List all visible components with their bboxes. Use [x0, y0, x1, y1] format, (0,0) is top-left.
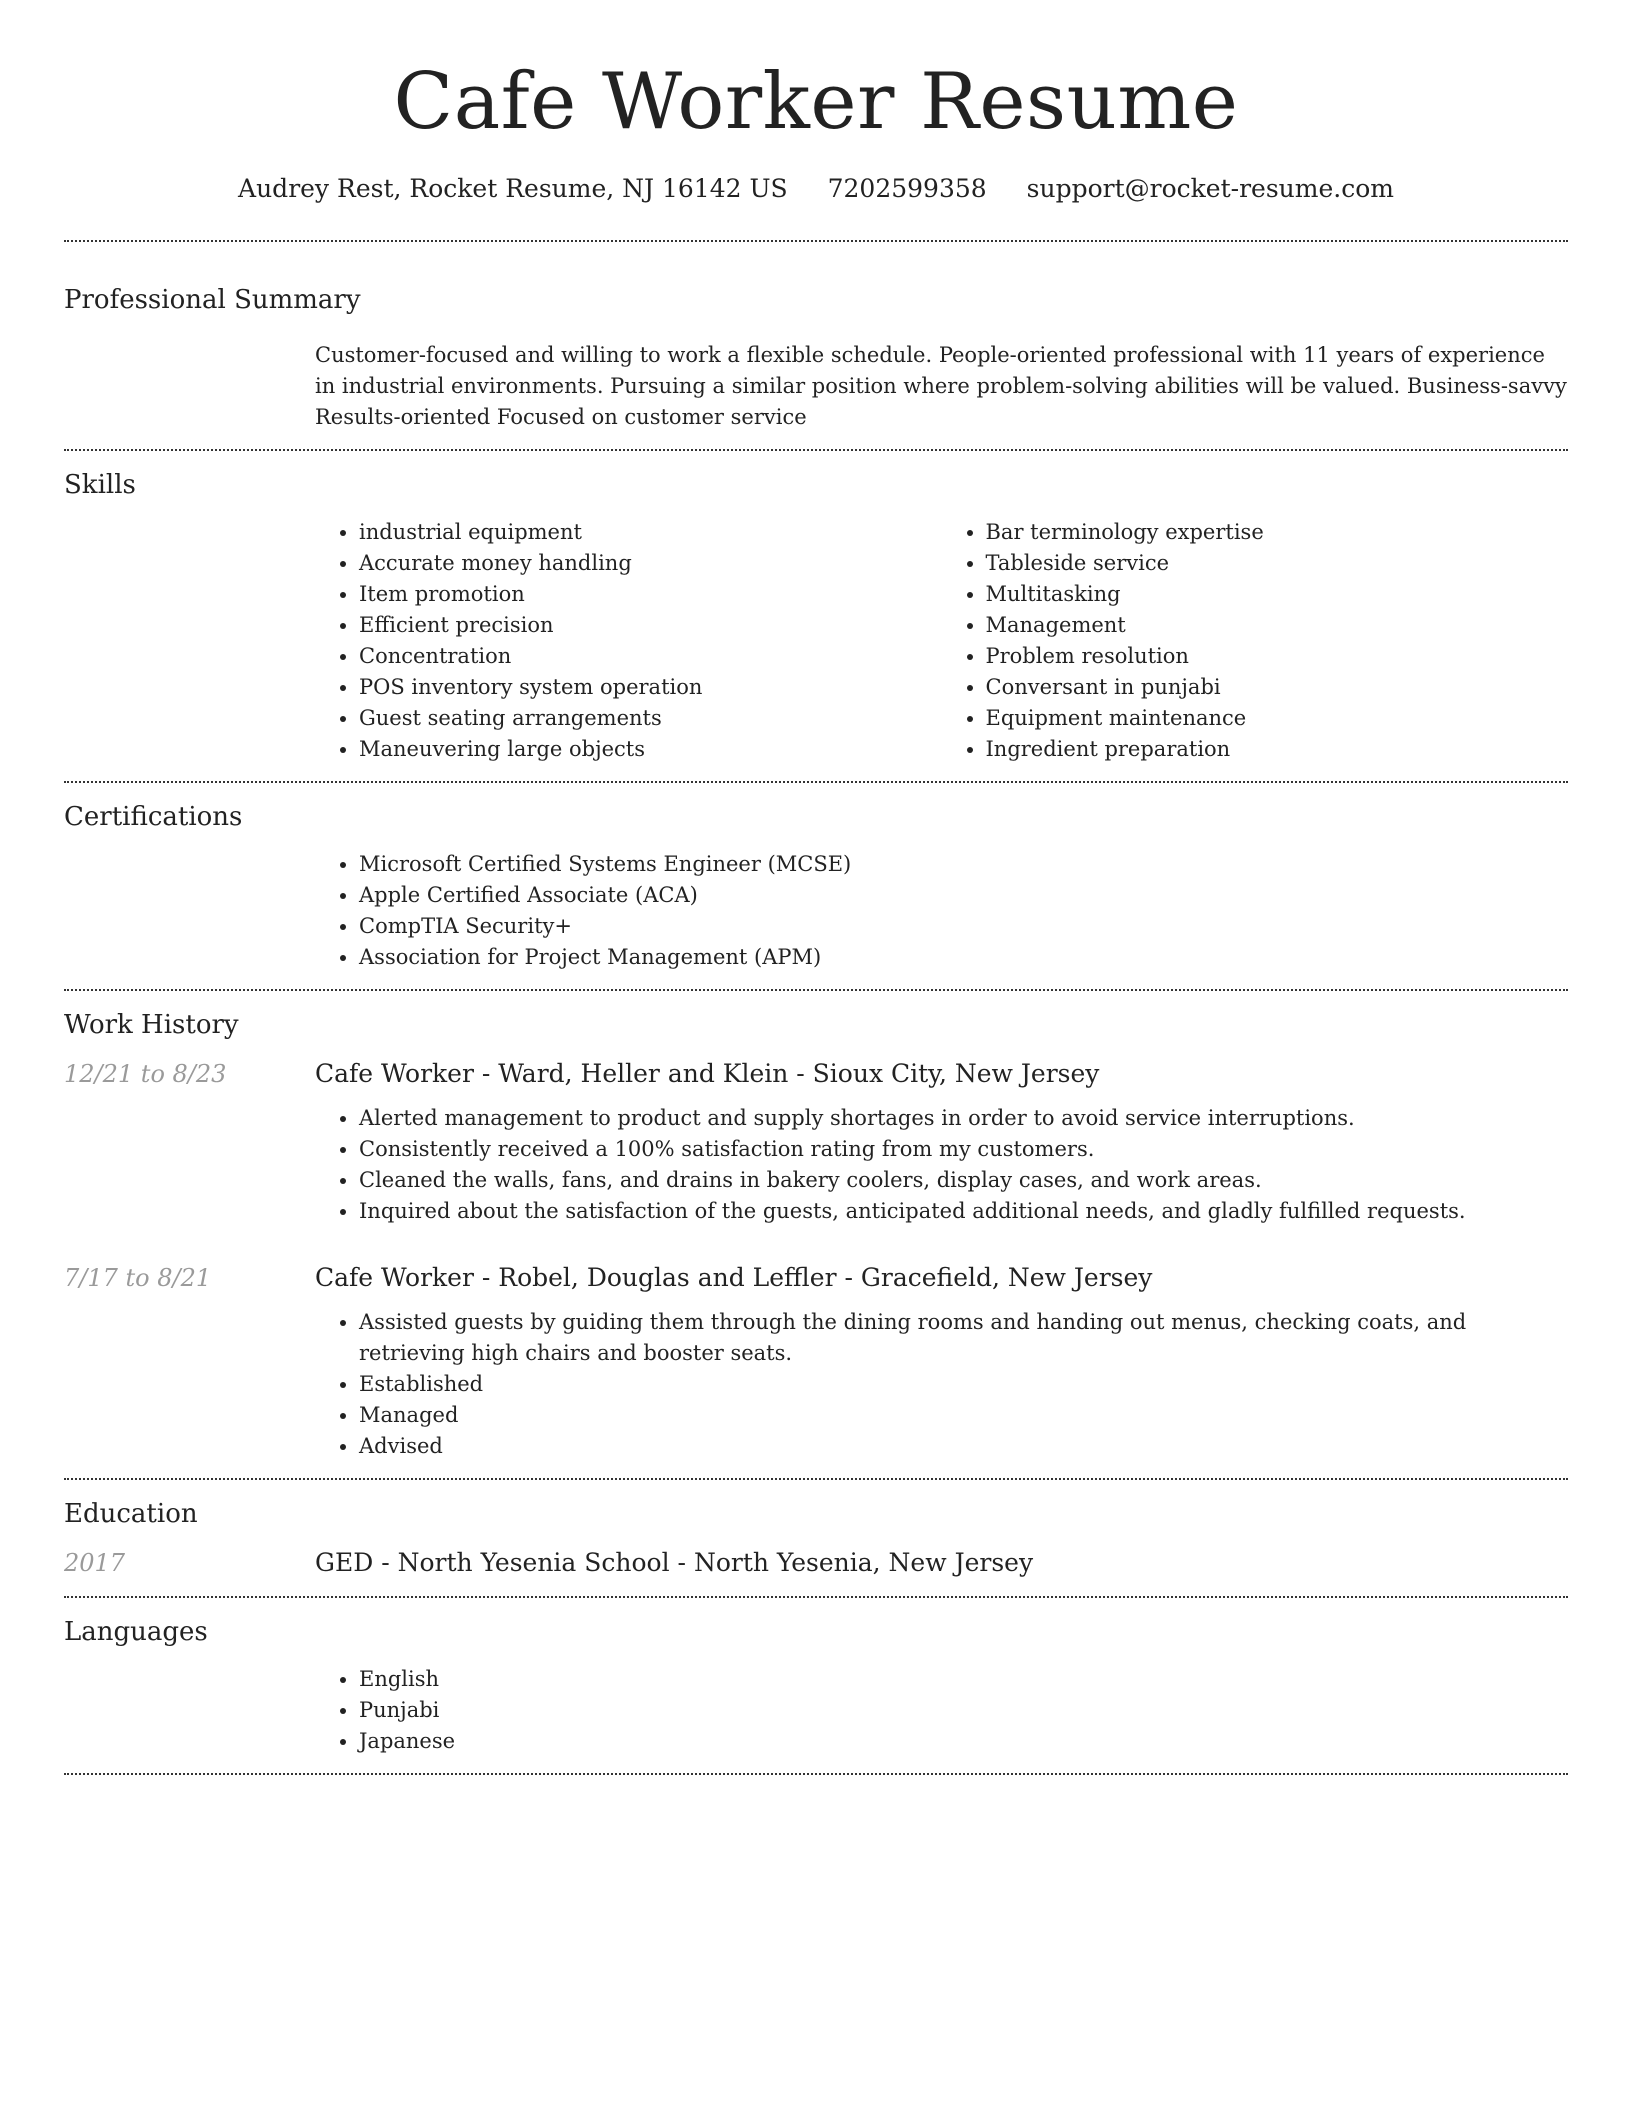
- list-item: • Cleaned the walls, fans, and drains in bakery coolers, display cases, and work areas.: [359, 1165, 1568, 1196]
- languages-row: [64, 1664, 1568, 1757]
- skills-body: [315, 517, 1568, 765]
- work-section: [64, 991, 1568, 1478]
- certifications-list: [315, 849, 1568, 973]
- skills-spacer: [64, 517, 315, 765]
- job-title: Cafe Worker - Ward, Heller and Klein - Sioux City, New Jersey: [315, 1059, 1100, 1088]
- list-item: • Alerted management to product and supply shortages in order to avoid service interruptions.: [359, 1103, 1568, 1134]
- list-item: • Maneuvering large objects: [359, 734, 942, 765]
- job-entry: [64, 1261, 1568, 1462]
- list-item: • Concentration: [359, 641, 942, 672]
- list-item: • Ingredient preparation: [986, 734, 1569, 765]
- list-item: • Guest seating arrangements: [359, 703, 942, 734]
- list-item: • Punjabi: [359, 1695, 1568, 1726]
- contact-line: [64, 172, 1568, 206]
- work-heading: Work History: [64, 1010, 239, 1040]
- summary-spacer: [64, 340, 315, 433]
- list-item: • Conversant in punjabi: [986, 672, 1569, 703]
- list-item: • Assisted guests by guiding them through the dining rooms and handing out menus, checking coats, and retrieving high chairs and booster seats.: [359, 1307, 1568, 1369]
- skills-list-right: [942, 517, 1569, 765]
- languages-body: [315, 1664, 1568, 1757]
- education-year: 2017: [64, 1549, 126, 1577]
- list-item: • Bar terminology expertise: [986, 517, 1569, 548]
- summary-body: [315, 340, 1568, 433]
- contact-phone: 7202599358: [827, 174, 987, 203]
- skills-heading: Skills: [64, 470, 136, 500]
- summary-text: Customer-focused and willing to work a flexible schedule. People-oriented professional with 11 years of experience in industrial environments. Pursuing a similar position where problem-solving abilities will be valued. Business-savvy Results-oriented Focused on customer service: [315, 343, 1567, 429]
- languages-list: [315, 1664, 1568, 1757]
- education-line: GED - North Yesenia School - North Yesenia, New Jersey: [315, 1548, 1034, 1577]
- summary-heading: Professional Summary: [64, 285, 361, 315]
- list-item: • industrial equipment: [359, 517, 942, 548]
- certifications-row: [64, 849, 1568, 973]
- job-dates: 12/21 to 8/23: [64, 1060, 227, 1088]
- list-item: • Equipment maintenance: [986, 703, 1569, 734]
- education-body: [315, 1546, 1568, 1580]
- list-item: • Multitasking: [986, 579, 1569, 610]
- list-item: • Accurate money handling: [359, 548, 942, 579]
- section-divider: [64, 1773, 1568, 1775]
- education-heading: Education: [64, 1499, 198, 1529]
- list-item: • POS inventory system operation: [359, 672, 942, 703]
- list-item: • CompTIA Security+: [359, 911, 1568, 942]
- list-item: • Japanese: [359, 1726, 1568, 1757]
- list-item: • Apple Certified Associate (ACA): [359, 880, 1568, 911]
- summary-row: [64, 340, 1568, 433]
- list-item: • Tableside service: [986, 548, 1569, 579]
- job-bullets: [315, 1307, 1568, 1462]
- job-bullets: [315, 1103, 1568, 1227]
- skills-row: [64, 517, 1568, 765]
- languages-heading: Languages: [64, 1617, 208, 1647]
- list-item: • Microsoft Certified Systems Engineer (MCSE): [359, 849, 1568, 880]
- job-entry: [64, 1057, 1568, 1227]
- certifications-body: [315, 849, 1568, 973]
- summary-section: [64, 242, 1568, 449]
- list-item: • Problem resolution: [986, 641, 1569, 672]
- skills-grid: [315, 517, 1568, 765]
- list-item: • Established: [359, 1369, 1568, 1400]
- list-item: • Item promotion: [359, 579, 942, 610]
- list-item: • Advised: [359, 1431, 1568, 1462]
- contact-email: support@rocket-resume.com: [1026, 174, 1394, 203]
- job-body: [315, 1261, 1568, 1462]
- certifications-section: [64, 783, 1568, 989]
- list-item: • Managed: [359, 1400, 1568, 1431]
- education-section: [64, 1480, 1568, 1596]
- contact-address: Audrey Rest, Rocket Resume, NJ 16142 US: [238, 174, 788, 203]
- list-item: • Efficient precision: [359, 610, 942, 641]
- job-title: Cafe Worker - Robel, Douglas and Leffler - Gracefield, New Jersey: [315, 1263, 1153, 1292]
- languages-section: [64, 1598, 1568, 1773]
- skills-section: [64, 451, 1568, 781]
- languages-spacer: [64, 1664, 315, 1757]
- list-item: • Management: [986, 610, 1569, 641]
- resume-title: Cafe Worker Resume: [393, 57, 1239, 147]
- list-item: • Inquired about the satisfaction of the guests, anticipated additional needs, and gladly fulfilled requests.: [359, 1196, 1568, 1227]
- list-item: • Association for Project Management (APM): [359, 942, 1568, 973]
- list-item: • English: [359, 1664, 1568, 1695]
- job-dates: 7/17 to 8/21: [64, 1264, 212, 1292]
- certifications-spacer: [64, 849, 315, 973]
- education-row: [64, 1546, 1568, 1580]
- certifications-heading: Certifications: [64, 802, 243, 832]
- job-body: [315, 1057, 1568, 1227]
- skills-list-left: [315, 517, 942, 765]
- list-item: • Consistently received a 100% satisfaction rating from my customers.: [359, 1134, 1568, 1165]
